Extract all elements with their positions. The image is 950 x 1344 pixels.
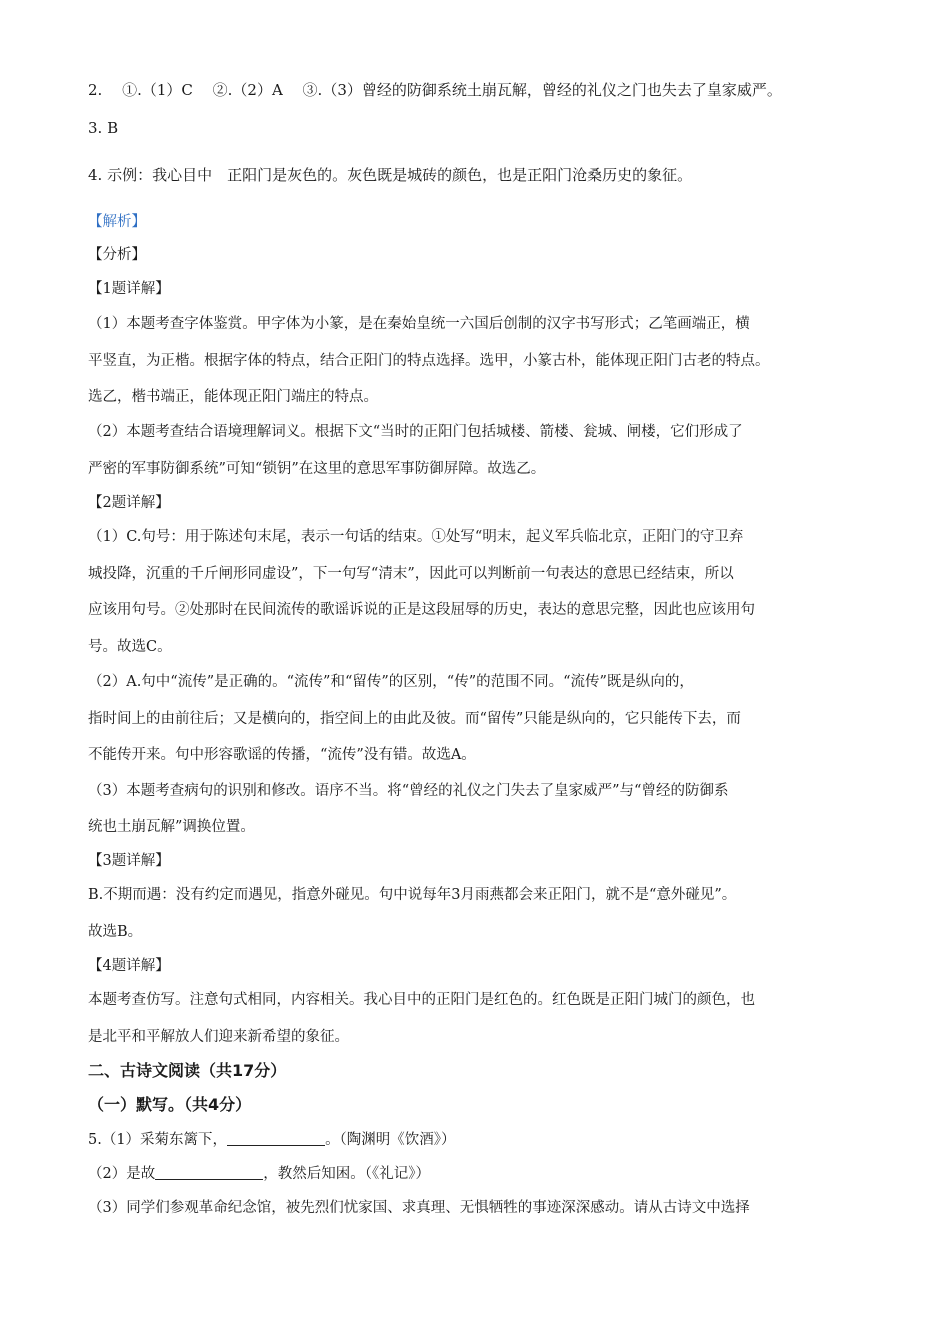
q2-line: 城投降，沉重的千斤闸形同虚设”，下一句写“清末”，因此可以判断前一句表达的意思已经结束，所以 [88, 566, 734, 582]
q1-line: （1）本题考查字体鉴赏。甲字体为小篆，是在秦始皇统一六国后创制的汉字书写形式；乙笔画端正，横 [88, 316, 750, 332]
jiexi-label: 【解析】 [88, 214, 146, 230]
q5-2-prefix: （2）是故 [88, 1166, 156, 1182]
q4-line: 是北平和平解放人们迎来新希望的象征。 [88, 1029, 349, 1045]
q3-detail-label: 【3题详解】 [88, 853, 170, 869]
section-2-title: 二、古诗文阅读（共17分） [88, 1061, 287, 1080]
q5-2-answer-blank[interactable] [155, 1165, 263, 1180]
q2-line: 指时间上的由前往后；又是横向的，指空间上的由此及彼。而“留传”只能是纵向的，它只能传下去，而 [88, 711, 741, 727]
q2-line: 统也土崩瓦解”调换位置。 [88, 819, 255, 835]
q2-line: 不能传开来。句中形容歌谣的传播，“流传”没有错。故选A。 [88, 747, 476, 763]
q1-line: （2）本题考查结合语境理解词义。根据下文“当时的正阳门包括城楼、箭楼、瓮城、闸楼，它们形成了 [88, 424, 743, 440]
q4-line: 本题考查仿写。注意句式相同，内容相关。我心目中的正阳门是红色的。红色既是正阳门城门的颜色，也 [88, 992, 755, 1008]
q2-line: （3）本题考查病句的识别和修改。语序不当。将“曾经的礼仪之门失去了皇家威严”与“曾经的防御系 [88, 783, 729, 799]
answer-4: 4. 示例：我心目中 正阳门是灰色的。灰色既是城砖的颜色，也是正阳门沧桑历史的象征。 [88, 166, 693, 184]
subsection-1-title: （一）默写。（共4分） [88, 1095, 252, 1114]
answer-3: 3. B [88, 119, 119, 137]
q4-detail-label: 【4题详解】 [88, 958, 170, 974]
question-5-1 [88, 1130, 888, 1150]
q2-line: 号。故选C。 [88, 639, 172, 655]
q5-1-prefix: 5.（1）采菊东篱下， [88, 1132, 228, 1148]
q1-line: 选乙，楷书端正，能体现正阳门端庄的特点。 [88, 389, 378, 405]
q5-1-suffix: 。（陶渊明《饮酒》） [325, 1132, 456, 1148]
q2-line: 应该用句号。②处那时在民间流传的歌谣诉说的正是这段屈辱的历史，表达的意思完整，因此也应该用句 [88, 602, 755, 618]
fenxi-label: 【分析】 [88, 247, 146, 263]
question-5-3: （3）同学们参观革命纪念馆，被先烈们忧家国、求真理、无惧牺牲的事迹深深感动。请从古诗文中选择 [88, 1200, 750, 1216]
q2-line: （1）C.句号：用于陈述句末尾，表示一句话的结束。①处写“明末，起义军兵临北京，正阳门的守卫弃 [88, 529, 744, 545]
q1-detail-label: 【1题详解】 [88, 281, 170, 297]
answer-2: 2. ①.（1）C ②.（2）A ③.（3）曾经的防御系统土崩瓦解，曾经的礼仪之门也失去了皇家威严。 [88, 81, 782, 99]
q3-line: B.不期而遇：没有约定而遇见，指意外碰见。句中说每年3月雨燕都会来正阳门，就不是“意外碰见”。 [88, 887, 737, 903]
q1-line: 平竖直，为正楷。根据字体的特点，结合正阳门的特点选择。选甲，小篆古朴，能体现正阳门古老的特点。 [88, 353, 770, 369]
q2-line: （2）A.句中“流传”是正确的。“流传”和“留传”的区别，“传”的范围不同。“流传”既是纵向的， [88, 674, 694, 690]
q2-detail-label: 【2题详解】 [88, 495, 170, 511]
q1-line: 严密的军事防御系统”可知“锁钥”在这里的意思军事防御屏障。故选乙。 [88, 461, 546, 477]
question-5-2 [88, 1164, 888, 1184]
q5-2-suffix: ，教然后知困。（《礼记》） [263, 1166, 430, 1182]
q5-1-answer-blank[interactable] [227, 1131, 325, 1146]
q3-line: 故选B。 [88, 924, 143, 940]
